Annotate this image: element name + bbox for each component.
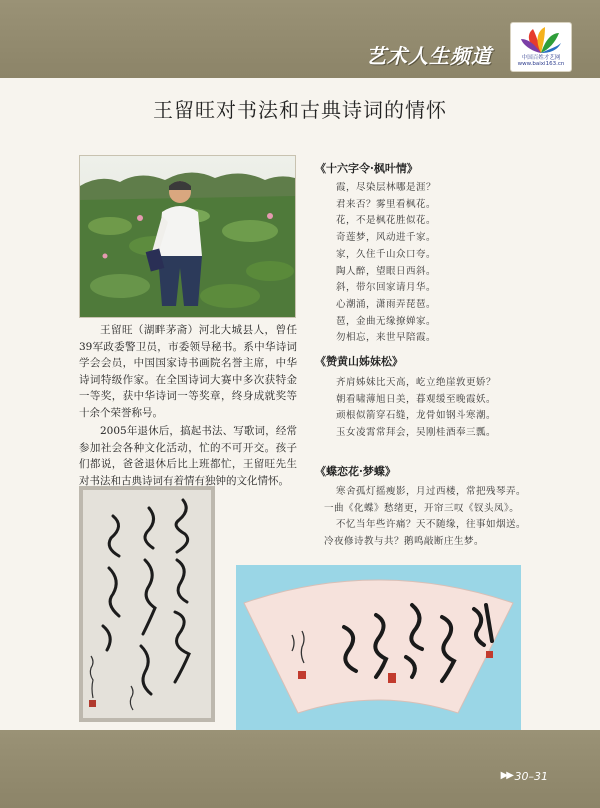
poem-line: 霞，尽染层林哪是涯？ xyxy=(336,182,437,193)
poem-title: 《十六字令·枫叶情》 xyxy=(315,162,418,175)
poem-body xyxy=(324,484,526,551)
poem-title: 《蝶恋花·梦蝶》 xyxy=(315,465,396,478)
poem-line: 陶人醉，望眼日西斜。 xyxy=(336,265,437,277)
logo-url: www.baixi163.cn xyxy=(517,61,565,67)
poem-line: 奇莲梦，风动进千家。 xyxy=(336,232,437,244)
poem-line: 勿相忘，来世早陪霞。 xyxy=(336,332,437,344)
poem-line: 齐肩姊妹比天高，屹立绝崖敦更娇？ xyxy=(336,377,497,388)
article-body xyxy=(79,322,297,491)
logo-petals-icon xyxy=(519,25,563,55)
poem-line: 寒舍孤灯摇瘦影，月过西楼，常把残琴弄。 xyxy=(336,486,527,497)
poem-line: 不忆当年些许痛？天不随缘，往事如烟送。 xyxy=(336,519,527,531)
poem-line: 一曲《化蝶》愁绪更，开帘三叹《钗头凤》。 xyxy=(324,502,520,514)
footer-band xyxy=(0,730,600,808)
poem-line: 冷夜修诗教与共？鹅鸣敲断庄生梦。 xyxy=(324,536,485,548)
article-title: 王留旺对书法和古典诗词的情怀 xyxy=(153,98,447,122)
portrait-photo xyxy=(79,155,296,318)
poem-line: 心潮涌，潇雨弄琵琶。 xyxy=(336,298,437,310)
fan-calligraphy-image xyxy=(236,565,521,730)
header-band xyxy=(0,0,600,78)
poem-line: 花，不是枫花胜似花。 xyxy=(336,215,437,227)
paragraph: 王留旺（湖畔茅斋）河北大城县人，曾任39军政委警卫员，市委领导秘书。系中华诗词学会会员，中国国家诗书画院名誉主席，中华诗词特级作家。在全国诗词大赛中多次获特金一等奖，获中华诗词一等奖章，终身成就奖等十余个荣誉称号。 xyxy=(79,324,297,419)
page-arrows-icon: ▶▶ xyxy=(500,770,512,781)
poem-line: 家，久住千山众口夸。 xyxy=(336,248,437,260)
poem-line: 顽根似箭穿石缝，龙骨如钢斗寒潮。 xyxy=(336,410,497,422)
poem-line: 君来否？雾里看枫花。 xyxy=(336,198,437,210)
poem-line: 琶，金曲无缘撩婵家。 xyxy=(336,315,437,327)
logo-name: 中国百姓才艺网 xyxy=(521,55,561,61)
poem-body xyxy=(336,180,436,347)
poem-body xyxy=(336,375,496,442)
poem-title: 《赞黄山姊妹松》 xyxy=(315,355,403,368)
site-logo xyxy=(510,22,572,72)
calligraphy-scroll-image xyxy=(79,486,215,722)
poem-line: 玉女凌霄常拜会，吴刚桂酒奉三瓢。 xyxy=(336,427,497,439)
section-title: 艺术人生频道 xyxy=(366,44,492,68)
poem-line: 朝看啸薄旭日美，暮观缓至晚霞妖。 xyxy=(336,393,497,405)
poem-line: 斜，带尔回家请月华。 xyxy=(336,282,437,294)
paragraph: 2005年退休后，搞起书法、写歌词，经常参加社会各种文化活动，忙的不可开交。孩子们都说，爸爸退休后比上班都忙，王留旺先生对书法和古典诗词有着情有独钟的文化情怀。 xyxy=(79,425,297,487)
page-number: 30–31 xyxy=(514,770,548,783)
